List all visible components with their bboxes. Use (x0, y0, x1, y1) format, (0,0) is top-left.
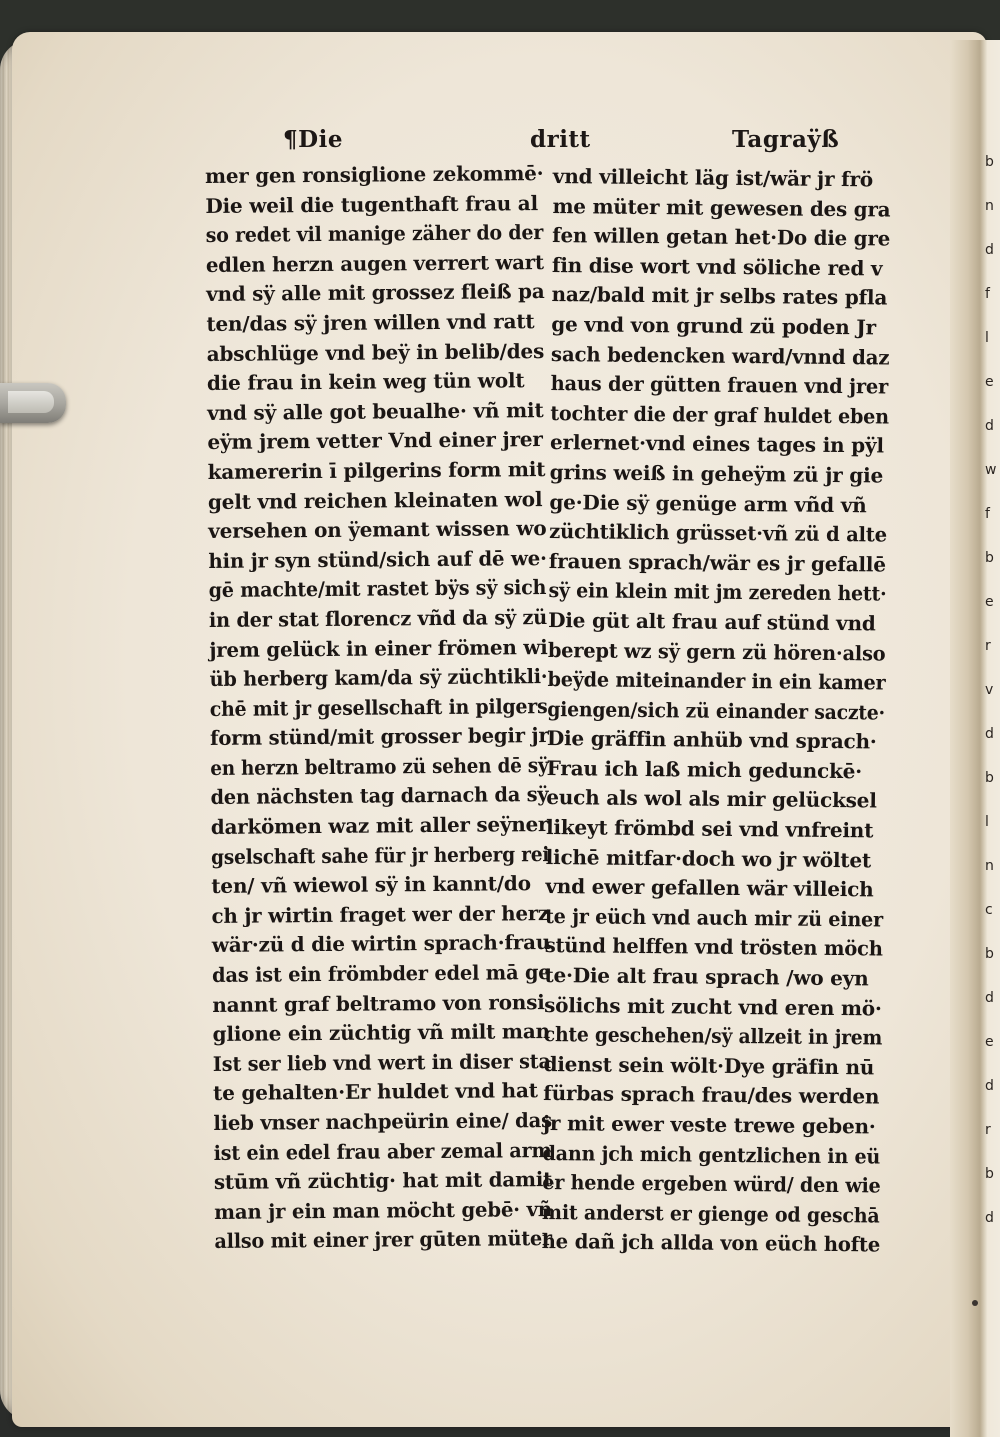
text-line: gelt vnd reichen kleinaten wol (207, 486, 543, 514)
text-line: te·Die alt frau sprach /wo eyn (544, 962, 869, 991)
text-line: fin dise wort vnd söliche red v (551, 252, 883, 281)
text-line: Die güt alt frau auf stünd vnd (548, 607, 876, 636)
text-line: likeyt frömbd sei vnd vnfreint (545, 815, 874, 843)
text-line: darkömen waz mit aller seÿner (210, 812, 549, 840)
text-line: ge·Die sÿ genüge arm vñd vñ (549, 489, 867, 517)
text-line: glione ein züchtig vñ milt man (212, 1019, 551, 1047)
text-line: das ist ein frömbder edel mā ge (211, 960, 551, 987)
text-line: abschlüge vnd beÿ in belib/des (206, 338, 545, 366)
text-line: dann jch mich gentzlichen in eü (542, 1140, 881, 1169)
text-line: gselschaft sahe für jr herberg rei (210, 841, 550, 869)
text-line: in der stat florencz vñd da sÿ zü (208, 604, 548, 632)
text-line: te jr eüch vnd auch mir zü einer (544, 903, 884, 932)
text-line: edlen herzn augen verrert wart (205, 249, 544, 277)
text-line: lieb vnser nachpeürin eine/ das (213, 1108, 553, 1135)
text-line: jrem gelück in einer frömen wi (209, 634, 548, 662)
text-line: ten/ vñ wiewol sÿ in kannt/do (211, 871, 531, 899)
text-line: fen willen getan het·Do die gre (552, 223, 891, 251)
text-line: kamererin ī pilgerins form mit (207, 456, 546, 484)
text-line: te gehalten·Er huldet vnd hat (213, 1078, 538, 1106)
text-line: allso mit einer jrer gūten müter (214, 1226, 553, 1254)
text-line: ch jr wirtin fraget wer der herz (211, 900, 550, 928)
text-line: Ist ser lieb vnd wert in diser sta (212, 1048, 551, 1076)
text-line: mit anderst er gienge od geschā (541, 1199, 880, 1228)
header-center: dritt (530, 126, 591, 153)
text-line: züchtiklich grüsset·vñ zü d alte (549, 519, 888, 547)
text-line: lichē mitfar·doch wo jr wöltet (545, 844, 872, 873)
text-line: naz/bald mit jr selbs rates pfla (551, 282, 888, 310)
text-line: die frau in kein weg tün wolt (206, 368, 525, 396)
text-line: gē machte/mit rastet bÿs sÿ sich (208, 575, 547, 603)
text-line: beÿde miteinander in ein kamer (547, 667, 886, 695)
text-line: frauen sprach/wär es jr gefallē (548, 548, 886, 577)
text-line: versehen on ÿemant wissen wo (208, 516, 547, 544)
text-line: erlernet·vnd eines tages in pÿl (549, 430, 884, 458)
running-header (0, 126, 1000, 160)
facing-page-edge-text: b n d f l e d w f b e r v d b l n c b d e d r b d (985, 154, 997, 1226)
text-line: jr mit ewer veste trewe geben· (542, 1110, 876, 1139)
text-line: so redet vil manige zäher do der (205, 220, 544, 248)
text-line: Die gräffin anhüb vnd sprach· (546, 726, 877, 754)
text-line: euch als wol als mir gelücksel (546, 785, 877, 813)
text-line: Die weil die tugenthaft frau al (205, 190, 539, 218)
text-line: üb herberg kam/da sÿ züchtikli· (209, 664, 548, 692)
bookmark-clip (0, 383, 66, 423)
text-line: vnd sÿ alle got beualhe· vñ mit (207, 397, 544, 425)
text-line: vnd villeicht läg ist/wär jr frö (552, 163, 874, 192)
text-line: sÿ ein klein mit jm zereden hett· (548, 578, 887, 606)
text-line: nannt graf beltramo von ronsi (212, 989, 545, 1017)
text-line: ist ein edel frau aber zemal arm (213, 1137, 552, 1165)
text-line: chē mit jr gesellschaft in pilgers (209, 693, 548, 721)
text-line: sölichs mit zucht vnd eren mö· (544, 992, 882, 1021)
text-line: eÿm jrem vetter Vnd einer jrer (207, 427, 543, 455)
text-line: hin jr syn stünd/sich auf dē we· (208, 545, 547, 573)
text-line: form stünd/mit grosser begir jr (209, 723, 549, 751)
text-line: haus der gütten frauen vnd jrer (550, 371, 889, 399)
text-line: me müter mit gewesen des gra (552, 193, 891, 222)
header-left: ¶Die (283, 126, 343, 153)
text-line: stünd helffen vnd trösten möch (544, 933, 883, 961)
text-line: stūm vñ züchtig· hat mit damit (213, 1167, 553, 1195)
text-line: mer gen ronsiglione zekommē· (205, 161, 544, 188)
text-line: Frau ich laß mich gedunckē· (546, 755, 863, 784)
text-line: chte geschehen/sÿ allzeit in jrem (543, 1022, 883, 1050)
text-line: fürbas sprach frau/des werden (543, 1081, 880, 1109)
text-line: er hende ergeben würd/ den wie (542, 1170, 881, 1198)
text-line: vnd ewer gefallen wär villeich (545, 874, 874, 902)
text-line: grins weiß in geheÿm zü jr gie (549, 459, 884, 488)
text-line: giengen/sich zü einander saczte· (547, 696, 886, 725)
text-line: ten/das sÿ jren willen vnd ratt (206, 309, 535, 336)
text-line: wär·zü d die wirtin sprach·frau (211, 930, 551, 958)
text-line: man jr ein man möcht gebē· vñ (214, 1196, 553, 1224)
right-text-column (541, 162, 891, 1260)
page-spot (972, 1300, 978, 1306)
text-line: berept wz sÿ gern zü hören·also (547, 637, 886, 666)
text-line: ge vnd von grund zü poden Jr (551, 311, 877, 340)
text-line: dienst sein wölt·Dye gräfin nū (543, 1051, 875, 1080)
text-line: en herzn beltramo zü sehen dē sÿ (210, 752, 549, 780)
text-line: den nächsten tag darnach da sÿ (210, 782, 549, 810)
text-line: sach bedencken ward/vnnd daz (550, 341, 890, 370)
text-line: vnd sÿ alle mit grossez fleiß pa (206, 279, 545, 307)
left-text-column (205, 159, 553, 1257)
text-line: he dañ jch allda von eüch hofte (541, 1229, 881, 1257)
text-line: tochter die der graf huldet eben (550, 400, 889, 429)
header-right: Tagraÿß (732, 126, 840, 153)
